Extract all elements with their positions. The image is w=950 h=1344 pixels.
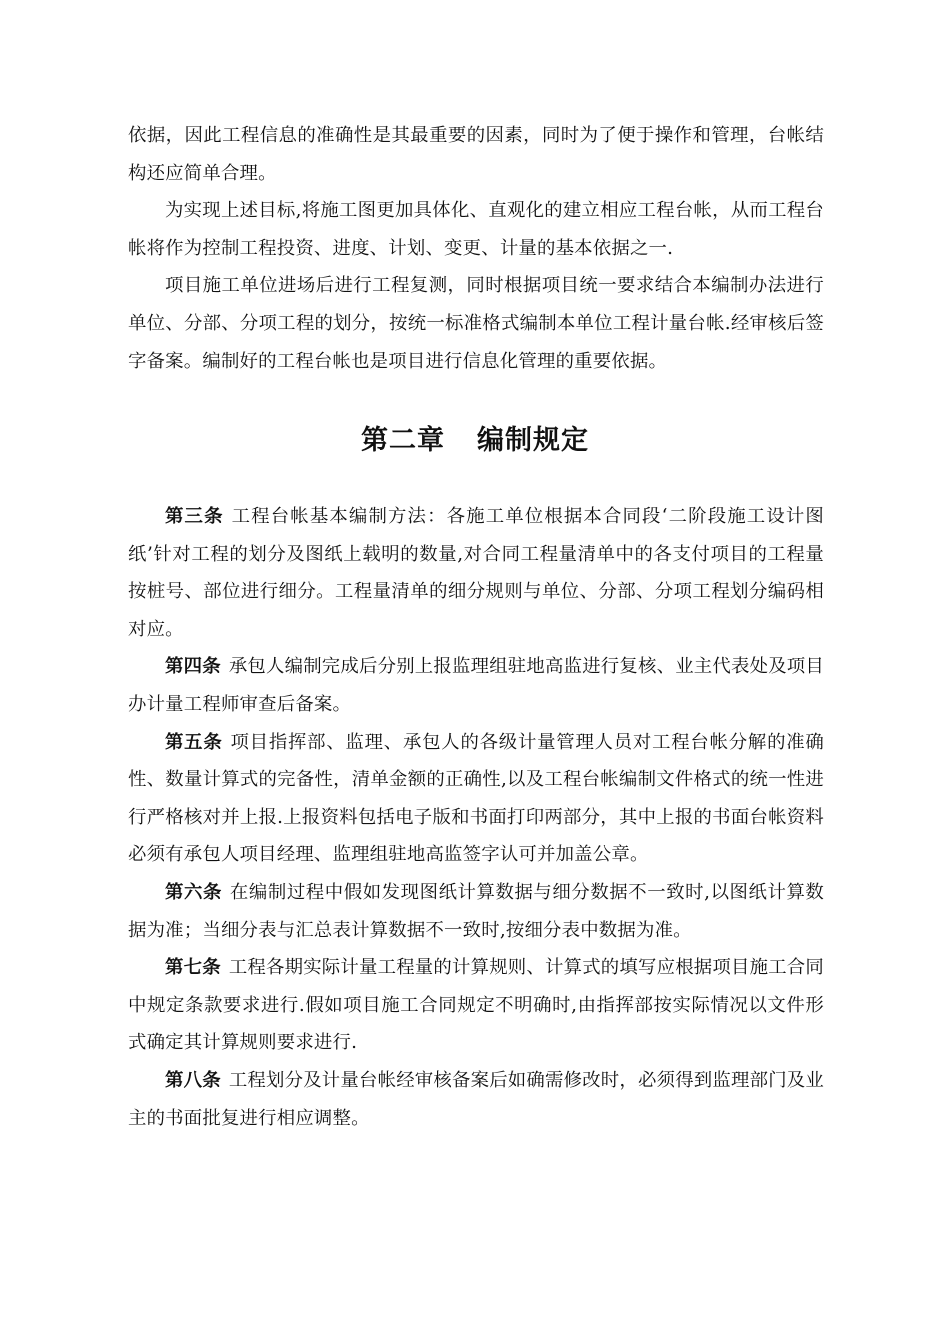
articles-section bbox=[128, 498, 824, 1137]
article-number: 第四条 bbox=[165, 656, 221, 678]
chapter-heading bbox=[0, 417, 950, 465]
article-paragraph bbox=[128, 1062, 824, 1137]
intro-paragraph: 依据，因此工程信息的准确性是其最重要的因素，同时为了便于操作和管理，台帐结构还应简单合理。 bbox=[128, 125, 824, 184]
article-text: 工程划分及计量台帐经审核备案后如确需修改时，必须得到监理部门及业主的书面批复进行相应调整。 bbox=[128, 1069, 824, 1129]
chapter-title: 编制规定 bbox=[477, 425, 589, 456]
article-text: 在编制过程中假如发现图纸计算数据与细分数据不一致时,以图纸计算数据为准；当细分表与汇总表计算数据不一致时,按细分表中数据为准。 bbox=[128, 881, 825, 941]
article-paragraph bbox=[128, 498, 824, 648]
article-paragraph bbox=[128, 724, 824, 874]
article-number: 第六条 bbox=[165, 881, 222, 903]
intro-paragraph: 项目施工单位进场后进行工程复测，同时根据项目统一要求结合本编制办法进行单位、分部、分项工程的划分，按统一标准格式编制本单位工程计量台帐.经审核后签字备案。编制好的工程台帐也是项目进行信息化管理的重要依据。 bbox=[128, 275, 824, 372]
article-paragraph bbox=[128, 648, 824, 723]
intro-paragraph: 为实现上述目标,将施工图更加具体化、直观化的建立相应工程台帐，从而工程台帐将作为控制工程投资、进度、计划、变更、计量的基本依据之一. bbox=[128, 200, 824, 259]
article-text: 工程各期实际计量工程量的计算规则、计算式的填写应根据项目施工合同中规定条款要求进行.假如项目施工合同规定不明确时,由指挥部按实际情况以文件形式确定其计算规则要求进行. bbox=[128, 957, 824, 1054]
article-number: 第五条 bbox=[165, 731, 223, 753]
article-text: 工程台帐基本编制方法：各施工单位根据本合同段‘二阶段施工设计图纸’针对工程的划分及图纸上载明的数量,对合同工程量清单中的各支付项目的工程量按桩号、部位进行细分。工程量清单的细分规则与单位、分部、分项工程划分编码相对应。 bbox=[128, 506, 824, 640]
article-number: 第七条 bbox=[165, 957, 221, 979]
article-number: 第八条 bbox=[165, 1069, 221, 1091]
article-text: 项目指挥部、监理、承包人的各级计量管理人员对工程台帐分解的准确性、数量计算式的完备性，清单金额的正确性,以及工程台帐编制文件格式的统一性进行严格核对并上报.上报资料包括电子版和书面打印两部分，其中上报的书面台帐资料必须有承包人项目经理、监理组驻地高监签字认可并加盖公章。 bbox=[128, 731, 824, 866]
intro-section bbox=[128, 117, 824, 380]
article-paragraph bbox=[128, 874, 824, 949]
article-number: 第三条 bbox=[165, 506, 224, 527]
article-text: 承包人编制完成后分别上报监理组驻地高监进行复核、业主代表处及项目办计量工程师审查后备案。 bbox=[128, 656, 824, 715]
chapter-number: 第二章 bbox=[361, 425, 445, 456]
article-paragraph bbox=[128, 949, 824, 1062]
